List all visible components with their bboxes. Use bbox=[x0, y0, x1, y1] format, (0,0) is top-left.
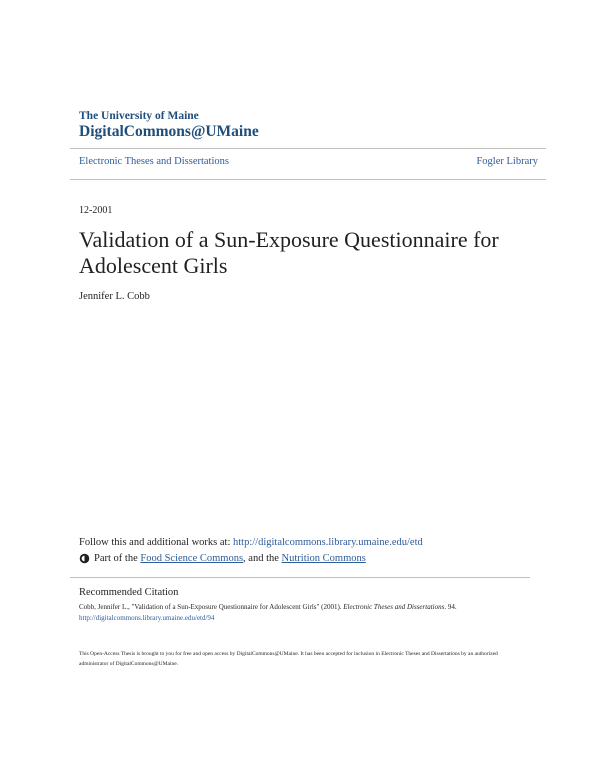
repository-header bbox=[79, 109, 259, 141]
citation-url-link[interactable]: http://digitalcommons.library.umaine.edu/etd/94 bbox=[79, 614, 215, 622]
follow-label: Follow this and additional works at: bbox=[79, 537, 231, 548]
food-science-commons-link[interactable]: Food Science Commons bbox=[140, 553, 244, 564]
part-of-line bbox=[79, 553, 366, 564]
bottom-divider bbox=[70, 179, 546, 180]
collection-link[interactable]: Electronic Theses and Dissertations bbox=[79, 156, 229, 167]
citation-divider bbox=[70, 577, 530, 578]
university-name[interactable]: The University of Maine bbox=[79, 110, 199, 122]
document-title: Validation of a Sun-Exposure Questionnaire for Adolescent Girls bbox=[79, 227, 499, 278]
library-link[interactable]: Fogler Library bbox=[476, 156, 538, 167]
part-of-and: , and the bbox=[243, 553, 279, 564]
repository-name[interactable]: DigitalCommons@UMaine bbox=[79, 123, 259, 140]
citation-body: Cobb, Jennifer L., "Validation of a Sun-Exposure Questionnaire for Adolescent Girls" (2001). bbox=[79, 603, 342, 611]
citation-series: Electronic Theses and Dissertations bbox=[343, 603, 445, 611]
nutrition-commons-link[interactable]: Nutrition Commons bbox=[281, 553, 366, 564]
publication-date: 12-2001 bbox=[79, 205, 113, 216]
follow-url-link[interactable]: http://digitalcommons.library.umaine.edu/etd bbox=[233, 537, 423, 548]
open-access-notice: This Open-Access Thesis is brought to you for free and open access by DigitalCommons@UMaine. It has been accepted for inclusion in Electronic Theses and Dissertations by an authorized administrator of DigitalCommons@UMaine. bbox=[79, 651, 498, 667]
top-divider bbox=[70, 148, 546, 149]
part-of-prefix: Part of the bbox=[94, 553, 138, 564]
citation-text bbox=[79, 602, 519, 624]
follow-line bbox=[79, 537, 423, 548]
author-name: Jennifer L. Cobb bbox=[79, 291, 150, 302]
citation-number: . 94. bbox=[444, 603, 457, 611]
creative-commons-icon bbox=[79, 553, 90, 564]
citation-heading: Recommended Citation bbox=[79, 587, 179, 598]
